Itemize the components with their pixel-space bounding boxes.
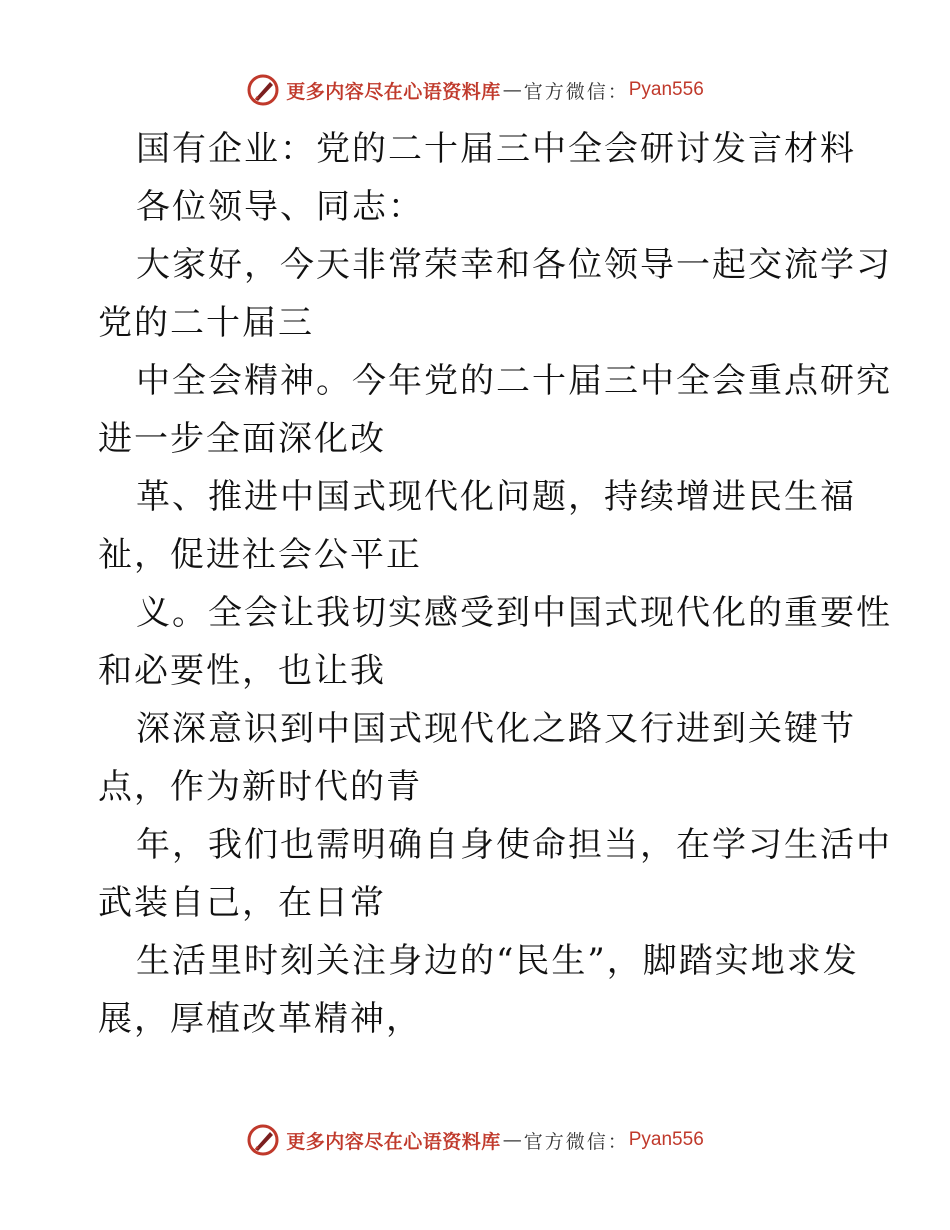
text-line: 革、推进中国式现代化问题，持续增进民生福: [136, 477, 856, 517]
header-banner: [0, 70, 950, 110]
banner-wechat-label: 官方微信：: [523, 80, 629, 103]
text-line: 进一步全面深化改: [98, 419, 386, 459]
banner-main-text: 更多内容尽在心语资料库: [286, 80, 501, 103]
text-line: 各位领导、同志：: [136, 187, 424, 227]
banner-wechat-id: Pyan556: [628, 79, 704, 100]
text-line: 祉，促进社会公平正: [98, 535, 422, 575]
text-line: 点，作为新时代的青: [98, 767, 422, 807]
text-line: 展，厚植改革精神，: [98, 999, 422, 1039]
document-lines: [98, 178, 892, 1048]
banner-wechat-label: 官方微信：: [523, 1130, 629, 1153]
text-line: 生活里时刻关注身边的“民生”，脚踏实地求发: [136, 941, 859, 981]
footer-banner: [0, 1120, 950, 1160]
document-body: [98, 120, 892, 1048]
text-line: 年，我们也需明确自身使命担当，在学习生活中: [136, 825, 892, 865]
banner-main-text: 更多内容尽在心语资料库: [286, 1130, 501, 1153]
text-line: 武装自己，在日常: [98, 883, 386, 923]
quill-logo-icon: [246, 73, 280, 107]
text-line: 和必要性，也让我: [98, 651, 386, 691]
quill-logo-icon: [246, 1123, 280, 1157]
text-line: 党的二十届三: [98, 303, 314, 343]
text-line: 深深意识到中国式现代化之路又行进到关键节: [136, 709, 856, 749]
banner-separator: —: [502, 1129, 522, 1151]
banner-separator: —: [502, 79, 522, 101]
banner-wechat-id: Pyan556: [628, 1129, 704, 1150]
text-line: 中全会精神。今年党的二十届三中全会重点研究: [136, 361, 892, 401]
text-line: 大家好，今天非常荣幸和各位领导一起交流学习: [136, 245, 892, 285]
text-line: 义。全会让我切实感受到中国式现代化的重要性: [136, 593, 892, 633]
document-title: 国有企业：党的二十届三中全会研讨发言材料: [136, 129, 856, 169]
